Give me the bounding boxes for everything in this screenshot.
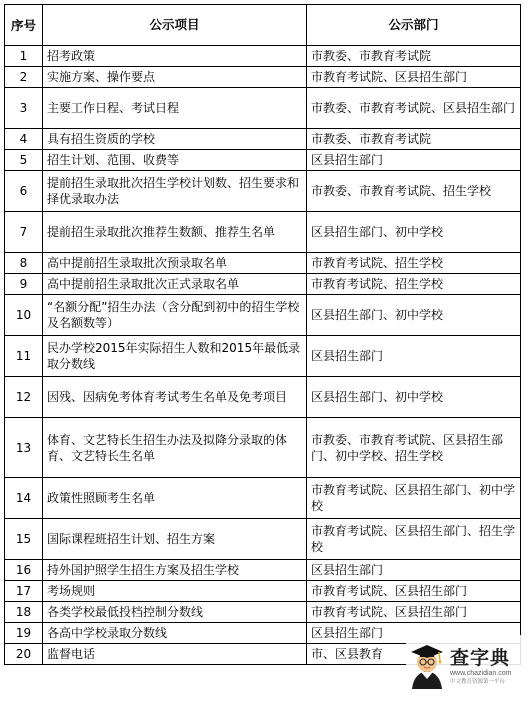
row-item: 各高中学校录取分数线 bbox=[43, 623, 307, 644]
row-no: 10 bbox=[5, 295, 43, 336]
table-row bbox=[5, 129, 521, 150]
row-no: 8 bbox=[5, 253, 43, 274]
row-dept: 市、区县教育 bbox=[307, 644, 521, 665]
row-item: 实施方案、操作要点 bbox=[43, 67, 307, 88]
row-dept: 市教育考试院、区县招生部门 bbox=[307, 67, 521, 88]
row-dept: 市教育考试院、区县招生部门、招生学校 bbox=[307, 519, 521, 560]
row-dept: 区县招生部门、初中学校 bbox=[307, 212, 521, 253]
table-row bbox=[5, 602, 521, 623]
logo-url: www.chazidian.com bbox=[450, 669, 512, 677]
row-item: 高中提前招生录取批次预录取名单 bbox=[43, 253, 307, 274]
row-no: 13 bbox=[5, 418, 43, 478]
row-no: 1 bbox=[5, 46, 43, 67]
row-item: 民办学校2015年实际招生人数和2015年最低录取分数线 bbox=[43, 336, 307, 377]
table-row bbox=[5, 519, 521, 560]
row-item: 体育、文艺特长生招生办法及拟降分录取的体育、文艺特长生名单 bbox=[43, 418, 307, 478]
row-dept: 区县招生部门 bbox=[307, 336, 521, 377]
row-item: 主要工作日程、考试日程 bbox=[43, 88, 307, 129]
header-item: 公示项目 bbox=[43, 5, 307, 46]
table-row bbox=[5, 253, 521, 274]
row-no: 17 bbox=[5, 581, 43, 602]
table-row bbox=[5, 295, 521, 336]
row-no: 19 bbox=[5, 623, 43, 644]
table-row bbox=[5, 67, 521, 88]
logo-name: 查字典 bbox=[450, 646, 511, 669]
row-no: 4 bbox=[5, 129, 43, 150]
row-item: 监督电话 bbox=[43, 644, 307, 665]
row-no: 12 bbox=[5, 377, 43, 418]
table-row bbox=[5, 560, 521, 581]
row-item: “名额分配”招生办法（含分配到初中的招生学校及名额数等） bbox=[43, 295, 307, 336]
table-row bbox=[5, 46, 521, 67]
row-item: 政策性照顾考生名单 bbox=[43, 478, 307, 519]
row-item: 提前招生录取批次招生学校计划数、招生要求和择优录取办法 bbox=[43, 171, 307, 212]
row-no: 3 bbox=[5, 88, 43, 129]
table-row bbox=[5, 418, 521, 478]
row-dept: 区县招生部门、初中学校 bbox=[307, 377, 521, 418]
row-no: 6 bbox=[5, 171, 43, 212]
logo-text bbox=[450, 647, 511, 686]
table-header-row bbox=[5, 5, 521, 46]
disclosure-table bbox=[4, 4, 521, 665]
row-no: 15 bbox=[5, 519, 43, 560]
row-item: 因残、因病免考体育考试考生名单及免考项目 bbox=[43, 377, 307, 418]
logo-slogan: 中文教育资源第一平台 bbox=[450, 678, 506, 685]
table-body bbox=[5, 46, 521, 665]
row-item: 国际课程班招生计划、招生方案 bbox=[43, 519, 307, 560]
row-item: 招考政策 bbox=[43, 46, 307, 67]
row-item: 提前招生录取批次推荐生数额、推荐生名单 bbox=[43, 212, 307, 253]
row-no: 2 bbox=[5, 67, 43, 88]
header-dept: 公示部门 bbox=[307, 5, 521, 46]
row-no: 7 bbox=[5, 212, 43, 253]
row-dept: 区县招生部门、初中学校 bbox=[307, 295, 521, 336]
row-item: 高中提前招生录取批次正式录取名单 bbox=[43, 274, 307, 295]
table-row bbox=[5, 478, 521, 519]
row-dept: 市教委、市教育考试院、招生学校 bbox=[307, 171, 521, 212]
row-no: 18 bbox=[5, 602, 43, 623]
row-item: 各类学校最低投档控制分数线 bbox=[43, 602, 307, 623]
row-no: 5 bbox=[5, 150, 43, 171]
row-item: 具有招生资质的学校 bbox=[43, 129, 307, 150]
row-dept: 市教育考试院、区县招生部门、初中学校 bbox=[307, 478, 521, 519]
row-dept: 市教育考试院、招生学校 bbox=[307, 274, 521, 295]
header-no: 序号 bbox=[5, 5, 43, 46]
row-dept: 市教育考试院、区县招生部门 bbox=[307, 581, 521, 602]
row-no: 14 bbox=[5, 478, 43, 519]
row-item: 考场规则 bbox=[43, 581, 307, 602]
table-row bbox=[5, 274, 521, 295]
table-row bbox=[5, 581, 521, 602]
table-row bbox=[5, 377, 521, 418]
row-no: 16 bbox=[5, 560, 43, 581]
row-dept: 区县招生部门 bbox=[307, 150, 521, 171]
row-item: 持外国护照学生招生方案及招生学校 bbox=[43, 560, 307, 581]
row-dept: 市教委、市教育考试院 bbox=[307, 46, 521, 67]
notice-table-container bbox=[4, 4, 520, 665]
table-row bbox=[5, 171, 521, 212]
row-dept: 区县招生部门 bbox=[307, 560, 521, 581]
row-dept: 区县招生部门 bbox=[307, 623, 521, 644]
row-dept: 市教委、市教育考试院 bbox=[307, 129, 521, 150]
table-row bbox=[5, 150, 521, 171]
table-row bbox=[5, 88, 521, 129]
table-row bbox=[5, 212, 521, 253]
row-no: 9 bbox=[5, 274, 43, 295]
table-row bbox=[5, 336, 521, 377]
row-dept: 市教委、市教育考试院、区县招生部门 bbox=[307, 88, 521, 129]
row-dept: 市教育考试院、区县招生部门 bbox=[307, 602, 521, 623]
row-dept: 市教委、市教育考试院、区县招生部门、初中学校、招生学校 bbox=[307, 418, 521, 478]
row-dept: 市教育考试院、招生学校 bbox=[307, 253, 521, 274]
row-no: 11 bbox=[5, 336, 43, 377]
scholar-mascot-icon bbox=[406, 641, 448, 691]
row-item: 招生计划、范围、收费等 bbox=[43, 150, 307, 171]
watermark-logo bbox=[406, 635, 524, 697]
row-no: 20 bbox=[5, 644, 43, 665]
